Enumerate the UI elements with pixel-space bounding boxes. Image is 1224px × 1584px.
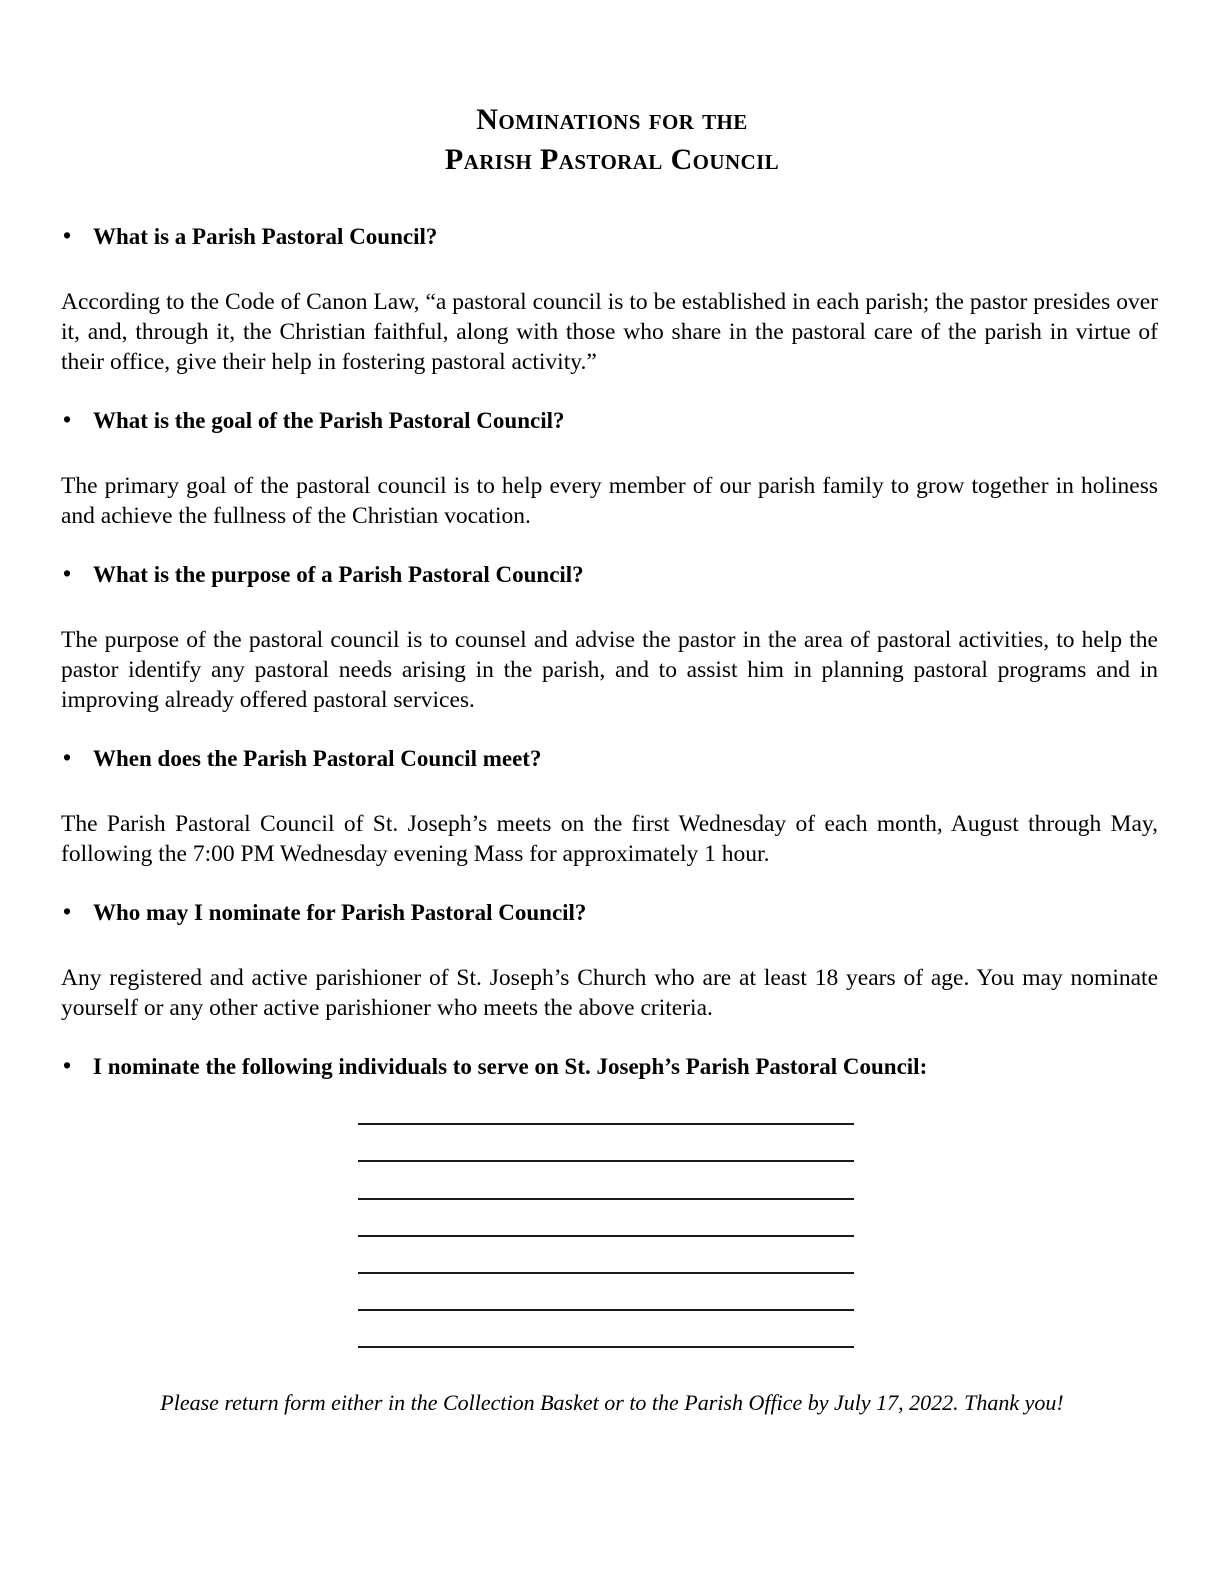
spacer — [61, 596, 1158, 625]
nomination-line[interactable] — [358, 1317, 854, 1354]
question-heading-3-label: What is the purpose of a Parish Pastoral Council? — [93, 562, 584, 587]
question-heading-1-label: What is a Parish Pastoral Council? — [93, 224, 438, 249]
page-title — [0, 100, 1224, 180]
nomination-prompt-label: I nominate the following individuals to serve on St. Joseph’s Parish Pastoral Council: — [93, 1054, 928, 1079]
bullet-icon: • — [63, 745, 72, 770]
spacer — [61, 531, 1158, 560]
spacer — [61, 869, 1158, 898]
nomination-line[interactable] — [358, 1168, 854, 1205]
bullet-icon: • — [63, 223, 72, 248]
nomination-line[interactable] — [358, 1094, 854, 1131]
answer-paragraph-4: The Parish Pastoral Council of St. Joseph’s meets on the first Wednesday of each month, August through May, following the 7:00 PM Wednesday evening Mass for approximately 1 hour. — [61, 811, 1158, 867]
bullet-icon: • — [63, 899, 72, 924]
question-heading-4-label: When does the Parish Pastoral Council meet? — [93, 746, 542, 771]
question-heading-2-label: What is the goal of the Parish Pastoral Council? — [93, 408, 565, 433]
question-heading-5 — [61, 898, 1158, 928]
answer-paragraph-3: The purpose of the pastoral council is to counsel and advise the pastor in the area of pastoral activities, to help the pastor identify any pastoral needs arising in the parish, and to assist him in planning pastoral programs and in improving already offered pastoral services. — [61, 627, 1158, 713]
nomination-lines-group — [358, 1094, 854, 1354]
question-heading-4 — [61, 744, 1158, 774]
nomination-line[interactable] — [358, 1280, 854, 1317]
question-heading-3 — [61, 560, 1158, 590]
return-instructions: Please return form either in the Collection Basket or to the Parish Office by July 17, 2022. Thank you! — [160, 1390, 1064, 1415]
answer-paragraph-1: According to the Code of Canon Law, “a pastoral council is to be established in each parish; the pastor presides over it, and, through it, the Christian faithful, along with those who share in the pastoral care of the parish in virtue of their office, give their help in fostering pastoral activity.” — [61, 289, 1158, 375]
spacer — [61, 1023, 1158, 1052]
question-heading-1 — [61, 222, 1158, 252]
question-heading-5-label: Who may I nominate for Parish Pastoral Council? — [93, 900, 587, 925]
nomination-line[interactable] — [358, 1131, 854, 1168]
nomination-line[interactable] — [358, 1243, 854, 1280]
bullet-icon: • — [63, 1053, 72, 1078]
spacer — [61, 258, 1158, 287]
spacer — [61, 780, 1158, 809]
answer-paragraph-2: The primary goal of the pastoral council is to help every member of our parish family to grow together in holiness and achieve the fullness of the Christian vocation. — [61, 473, 1158, 529]
page-title-line-2: Parish Pastoral Council — [444, 143, 780, 176]
bullet-icon: • — [63, 407, 72, 432]
spacer — [61, 715, 1158, 744]
document-body — [61, 222, 1158, 1088]
bullet-icon: • — [63, 561, 72, 586]
spacer — [61, 934, 1158, 963]
nomination-prompt-heading — [61, 1052, 1158, 1082]
answer-paragraph-5: Any registered and active parishioner of St. Joseph’s Church who are at least 18 years of age. You may nominate yourself or any other active parishioner who meets the above criteria. — [61, 965, 1158, 1021]
page-title-line-1: Nominations for the — [476, 103, 748, 136]
question-heading-2 — [61, 406, 1158, 436]
spacer — [61, 442, 1158, 471]
spacer — [61, 377, 1158, 406]
nomination-line[interactable] — [358, 1206, 854, 1243]
